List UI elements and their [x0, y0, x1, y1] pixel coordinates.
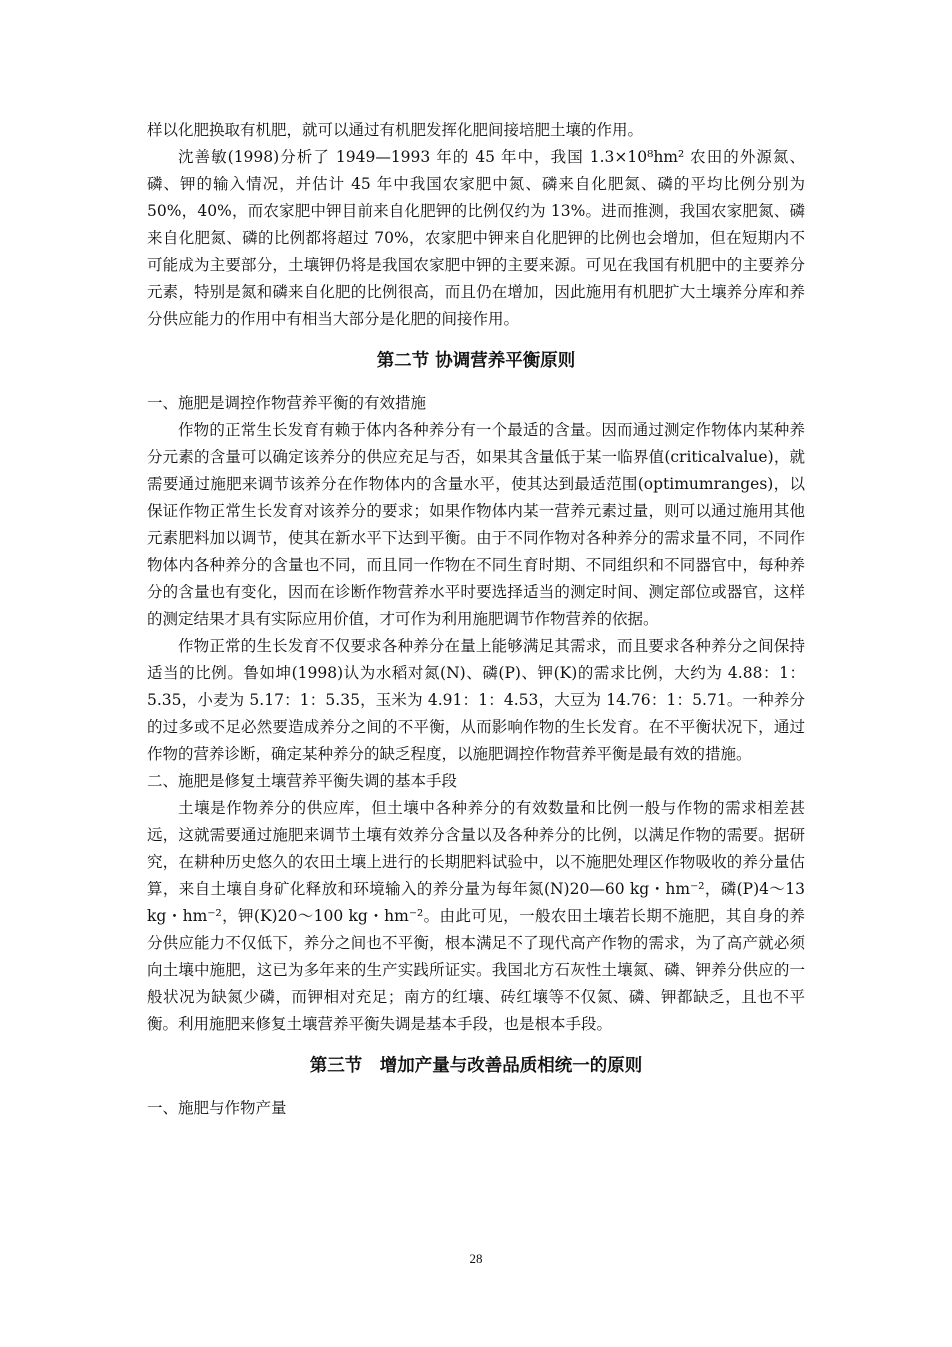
paragraph-optimum-content: 作物的正常生长发育有赖于体内各种养分有一个最适的含量。因而通过测定作物体内某种养分元素的含量可以确定该养分的供应充足与否，如果其含量低于某一临界值(criticalvalue)，就需要通过施肥来调节该养分在作物体内的含量水平，使其达到最适范围(optimumranges)，以保证作物正常生长发育对该养分的要求；如果作物体内某一营养元素过量，则可以通过施用其他元素肥料加以调节，使其在新水平下达到平衡。由于不同作物对各种养分的需求量不同，不同作物体内各种养分的含量也不同，而且同一作物在不同生育时期、不同组织和不同器官中，每种养分的含量也有变化，因而在诊断作物营养水平时要选择适当的测定时间、测定部位或器官，这样的测定结果才具有实际应用价值，才可作为利用施肥调节作物营养的依据。: [147, 421, 805, 628]
section-heading-2: 第二节 协调营养平衡原则: [376, 351, 576, 371]
paragraph-shen-shanmin: 沈善敏(1998)分析了 1949—1993 年的 45 年中，我国 1.3×10⁸hm² 农田的外源氮、磷、钾的输入情况，并估计 45 年中我国农家肥中氮、磷来自化肥氮、磷的平均比例分别为 50%，40%，而农家肥中钾目前来自化肥钾的比例仅约为 13%。进而推测，我国农家肥氮、磷来自化肥氮、磷的比例都将超过 70%，农家肥中钾来自化肥钾的比例也会增加，但在短期内不可能成为主要部分，土壤钾仍将是我国农家肥中钾的主要来源。可见在我国有机肥中的主要养分元素，特别是氮和磷来自化肥的比例很高，而且仍在增加，因此施用有机肥扩大土壤养分库和养分供应能力的作用中有相当大部分是化肥的间接作用。: [147, 148, 805, 328]
subheading-2-2: 二、施肥是修复土壤营养平衡失调的基本手段: [147, 772, 458, 790]
paragraph-continuation: 样以化肥换取有机肥，就可以通过有机肥发挥化肥间接培肥土壤的作用。: [147, 121, 644, 139]
subheading-2-1: 一、施肥是调控作物营养平衡的有效措施: [147, 394, 427, 412]
page-body: [147, 117, 805, 1122]
paragraph-soil-supply: 土壤是作物养分的供应库，但土壤中各种养分的有效数量和比例一般与作物的需求相差甚远，这就需要通过施肥来调节土壤有效养分含量以及各种养分的比例，以满足作物的需要。据研究，在耕种历史悠久的农田土壤上进行的长期肥料试验中，以不施肥处理区作物吸收的养分量估算，来自土壤自身矿化释放和环境输入的养分量为每年氮(N)20—60 kg・hm⁻²，磷(P)4～13 kg・hm⁻²，钾(K)20～100 kg・hm⁻²。由此可见，一般农田土壤若长期不施肥，其自身的养分供应能力不仅低下，养分之间也不平衡，根本满足不了现代高产作物的需求，为了高产就必须向土壤中施肥，这已为多年来的生产实践所证实。我国北方石灰性土壤氮、磷、钾养分供应的一般状况为缺氮少磷，而钾相对充足；南方的红壤、砖红壤等不仅氮、磷、钾都缺乏，且也不平衡。利用施肥来修复土壤营养平衡失调是基本手段，也是根本手段。: [147, 799, 805, 1033]
paragraph-nutrient-ratio: 作物正常的生长发育不仅要求各种养分在量上能够满足其需求，而且要求各种养分之间保持适当的比例。鲁如坤(1998)认为水稻对氮(N)、磷(P)、钾(K)的需求比例，大约为 4.88：1：5.35，小麦为 5.17：1：5.35，玉米为 4.91：1：4.53，大豆为 14.76：1：5.71。一种养分的过多或不足必然要造成养分之间的不平衡，从而影响作物的生长发育。在不平衡状况下，通过作物的营养诊断，确定某种养分的缺乏程度，以施肥调控作物营养平衡是最有效的措施。: [147, 637, 805, 763]
page-number: 28: [469, 1251, 483, 1266]
subheading-3-1: 一、施肥与作物产量: [147, 1099, 287, 1117]
section-heading-3: 第三节 增加产量与改善品质相统一的原则: [309, 1056, 643, 1076]
